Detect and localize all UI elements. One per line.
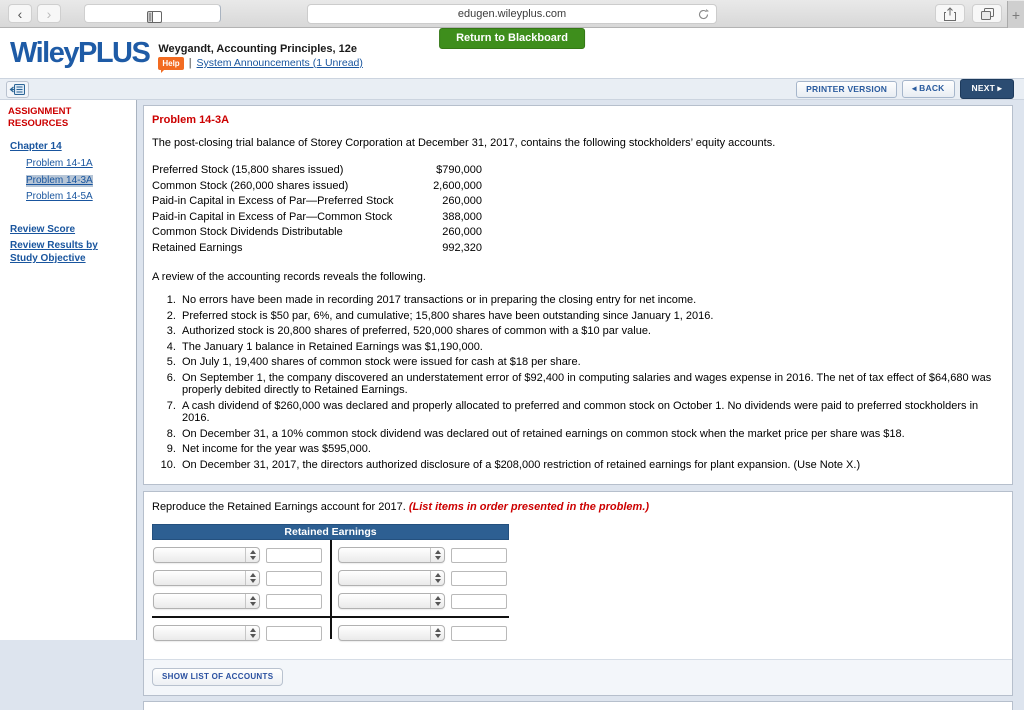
wileyplus-logo: WileyPLUS	[10, 36, 150, 69]
retained-earnings-taccount	[152, 524, 509, 641]
browser-chrome	[0, 0, 1024, 28]
debit-amount-input-4[interactable]	[266, 626, 322, 641]
debit-amount-input-1[interactable]	[266, 548, 322, 563]
answer-panel	[143, 491, 1013, 696]
table-row	[152, 179, 482, 195]
table-row	[152, 241, 482, 257]
new-tab-button[interactable]	[1007, 1, 1024, 28]
list-item: 6. On September 1, the company discovered an understatement error of $92,400 in computing salaries and wages expense in 2016. The net of tax effect of $64,680 was properly debited directly to Retained Earnings.	[179, 372, 1002, 397]
return-to-blackboard-button[interactable]: Return to Blackboard	[439, 28, 585, 49]
problem-title: Problem 14-3A	[152, 114, 230, 126]
review-intro: A review of the accounting records reveals the following.	[152, 271, 426, 283]
browser-forward-button[interactable]	[37, 4, 61, 23]
debit-amount-input-2[interactable]	[266, 571, 322, 586]
book-title: Weygandt, Accounting Principles, 12e	[158, 42, 357, 55]
debit-amount-input-3[interactable]	[266, 594, 322, 609]
problem-statement-panel	[143, 105, 1013, 485]
system-announcements-link[interactable]: System Announcements (1 Unread)	[196, 57, 363, 69]
stepper-icon	[430, 626, 444, 640]
sidebar-item-problem-14-5a[interactable]: Problem 14-5A	[26, 191, 93, 203]
account-label: Retained Earnings	[152, 241, 243, 254]
list-item: 10. On December 31, 2017, the directors authorized disclosure of a $208,000 restriction of retained earnings for plant expansion. (Use Note X.)	[179, 459, 1002, 472]
account-label: Paid-in Capital in Excess of Par—Preferred Stock	[152, 195, 394, 207]
share-button[interactable]	[935, 4, 965, 23]
share-icon	[944, 7, 956, 21]
instruction-text: Reproduce the Retained Earnings account for 2017.	[152, 501, 406, 513]
table-row	[152, 163, 482, 179]
account-value: 388,000	[442, 210, 482, 223]
chevron-left-icon: ‹	[17, 5, 23, 22]
next-button[interactable]: NEXT ▸	[960, 79, 1015, 99]
tabs-overview-button[interactable]	[972, 4, 1002, 23]
equity-accounts-table	[152, 163, 482, 256]
account-value: 2,600,000	[433, 179, 482, 192]
show-list-of-accounts-button[interactable]: SHOW LIST OF ACCOUNTS	[152, 668, 283, 686]
credit-amount-input-3[interactable]	[451, 594, 507, 609]
url-text: edugen.wileyplus.com	[457, 8, 567, 20]
account-value: 992,320	[442, 241, 482, 254]
sidebar-item-chapter-14[interactable]: Chapter 14	[10, 140, 62, 152]
tabs-icon	[981, 8, 994, 20]
list-item: 9. Net income for the year was $595,000.	[179, 443, 1002, 456]
list-item: 2. Preferred stock is $50 par, 6%, and cumulative; 15,800 shares have been outstanding since January 1, 2016.	[179, 310, 1002, 323]
list-item: 8. On December 31, a 10% common stock dividend was declared out of retained earnings on common stock when the market price per share was $18.	[179, 428, 1002, 441]
assignment-toolbar	[0, 78, 1024, 100]
main-content	[137, 100, 1024, 681]
credit-account-select-1[interactable]	[338, 547, 445, 563]
separator: |	[188, 57, 192, 69]
table-row	[152, 194, 482, 210]
debit-account-select-2[interactable]	[153, 570, 260, 586]
account-value: $790,000	[436, 164, 482, 176]
table-row	[152, 210, 482, 226]
stepper-icon	[245, 548, 259, 562]
plus-icon: +	[1011, 6, 1021, 23]
credit-amount-input-2[interactable]	[451, 571, 507, 586]
refresh-icon[interactable]	[697, 8, 710, 21]
account-label: Common Stock (260,000 shares issued)	[152, 179, 349, 192]
collapse-sidebar-button[interactable]	[6, 81, 29, 98]
chevron-right-icon: ›	[46, 5, 52, 22]
debit-account-select-3[interactable]	[153, 593, 260, 609]
taccount-divider	[330, 540, 332, 639]
debit-account-select-1[interactable]	[153, 547, 260, 563]
stepper-icon	[245, 626, 259, 640]
browser-sidebar-toggle-button[interactable]	[84, 4, 221, 23]
list-item: 4. The January 1 balance in Retained Earnings was $1,190,000.	[179, 341, 1002, 354]
answer-instruction	[144, 492, 1012, 524]
table-row	[152, 225, 482, 241]
credit-account-select-2[interactable]	[338, 570, 445, 586]
stepper-icon	[430, 571, 444, 585]
stepper-icon	[430, 548, 444, 562]
collapse-sidebar-icon	[10, 84, 25, 95]
sidebar-panel-icon	[147, 11, 162, 23]
credit-account-select-3[interactable]	[338, 593, 445, 609]
taccount-title: Retained Earnings	[152, 524, 509, 540]
debit-account-select-4[interactable]	[153, 625, 260, 641]
instruction-note: (List items in order presented in the problem.)	[408, 501, 650, 513]
credit-account-select-4[interactable]	[338, 625, 445, 641]
account-label: Paid-in Capital in Excess of Par—Common Stock	[152, 210, 393, 223]
account-label: Common Stock Dividends Distributable	[152, 226, 343, 238]
stepper-icon	[430, 594, 444, 608]
review-results-link[interactable]: Review Results by Study Objective	[10, 240, 98, 264]
list-item: 3. Authorized stock is 20,800 shares of preferred, 520,000 shares of common with a $10 par value.	[179, 325, 1002, 338]
list-item: 7. A cash dividend of $260,000 was declared and properly allocated to preferred and common stock on October 1. No dividends were paid to preferred stockholders in 2016.	[179, 400, 1002, 425]
problem-intro: The post-closing trial balance of Storey Corporation at December 31, 2017, contains the following stockholders’ equity accounts.	[152, 137, 776, 149]
assignment-resources-sidebar	[0, 100, 137, 640]
stepper-icon	[245, 594, 259, 608]
sidebar-item-problem-14-3a[interactable]: Problem 14-3A	[26, 174, 93, 186]
credit-amount-input-4[interactable]	[451, 626, 507, 641]
list-item: 5. On July 1, 19,400 shares of common stock were issued for cash at $18 per share.	[179, 356, 1002, 369]
sidebar-item-problem-14-1a[interactable]: Problem 14-1A	[26, 158, 93, 170]
address-bar[interactable]	[307, 4, 717, 24]
stepper-icon	[245, 571, 259, 585]
next-section-panel-edge	[143, 701, 1013, 710]
review-score-link[interactable]: Review Score	[10, 223, 76, 235]
back-button[interactable]: ◂ BACK	[902, 80, 954, 98]
list-item: 1. No errors have been made in recording 2017 transactions or in preparing the closing entry for net income.	[179, 294, 1002, 307]
account-value: 260,000	[442, 195, 482, 207]
credit-amount-input-1[interactable]	[451, 548, 507, 563]
help-badge[interactable]: Help	[158, 57, 183, 70]
account-label: Preferred Stock (15,800 shares issued)	[152, 164, 344, 176]
sidebar-title: ASSIGNMENT RESOURCES	[8, 106, 72, 129]
account-value: 260,000	[442, 226, 482, 238]
review-items-list	[152, 294, 1002, 471]
browser-back-button[interactable]	[8, 4, 32, 23]
printer-version-button[interactable]: PRINTER VERSION	[796, 81, 897, 98]
answer-footer	[144, 659, 1012, 695]
